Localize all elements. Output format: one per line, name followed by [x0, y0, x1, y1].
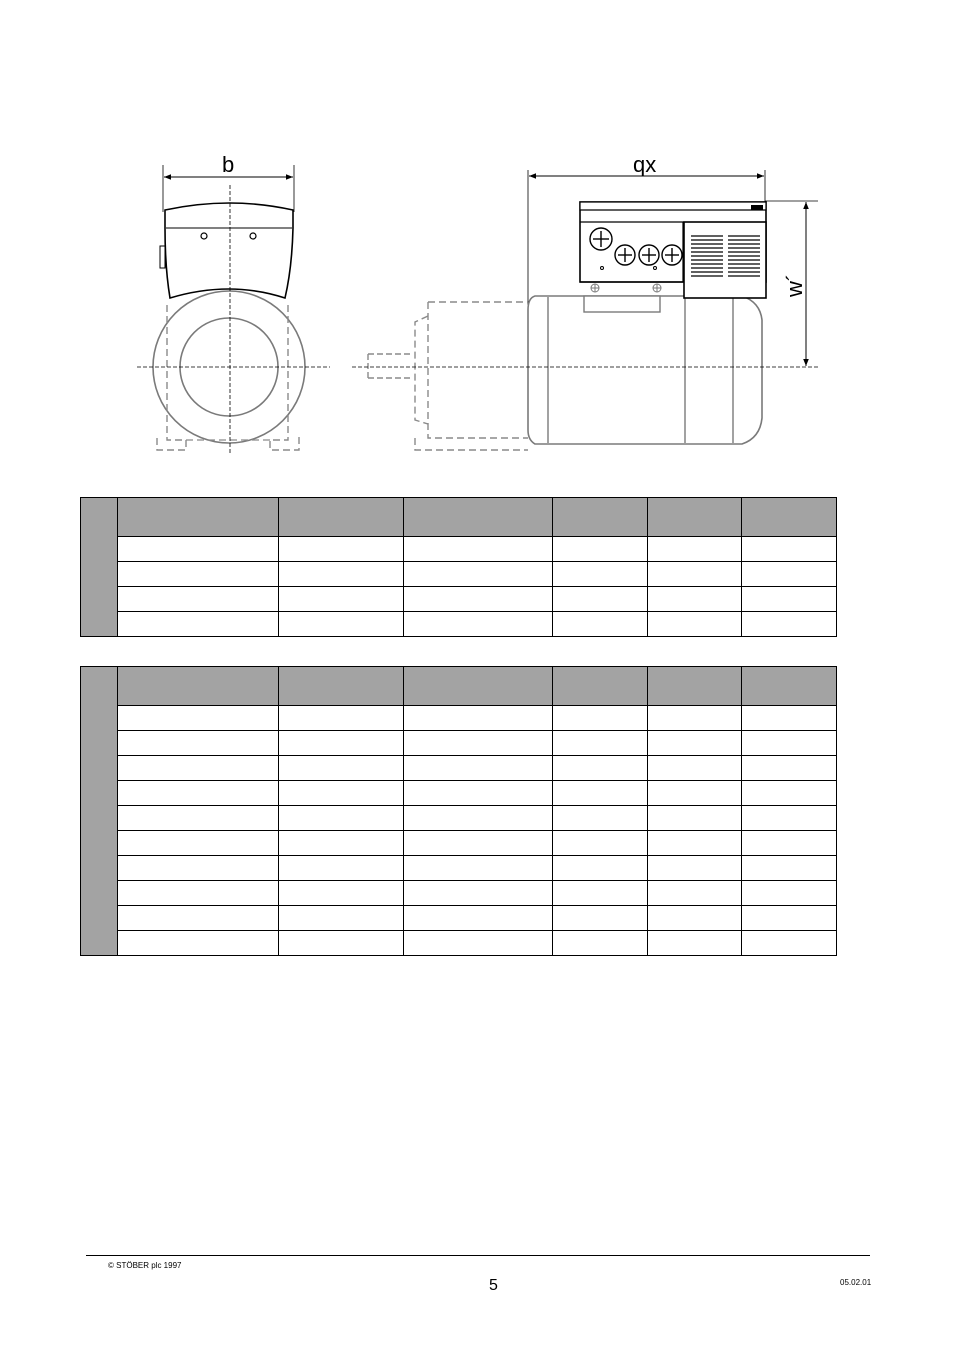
front-view [137, 152, 330, 455]
side-view [352, 152, 818, 450]
terminal-box-front [165, 203, 293, 298]
table-header-row [81, 667, 837, 706]
table-header-cell [404, 667, 552, 706]
table-row [81, 756, 837, 781]
table-header-cell [647, 667, 741, 706]
cable-gland-icon [615, 245, 635, 265]
table-header-cell [552, 667, 647, 706]
cable-gland-icon [662, 245, 682, 265]
dimension-qx-label: qx [633, 152, 657, 177]
dimension-w-label: w´ [782, 273, 807, 297]
table-row [81, 587, 837, 612]
page-number: 5 [489, 1277, 498, 1294]
table-side-band [81, 498, 118, 637]
table-side-band [81, 667, 118, 956]
table-header-cell [279, 667, 404, 706]
dimension-table-1 [80, 497, 837, 637]
cable-gland-icon [639, 245, 659, 265]
table-header-cell [118, 498, 279, 537]
table-header-cell [741, 498, 836, 537]
table-header-cell [741, 667, 836, 706]
table-row [81, 562, 837, 587]
table-row [81, 612, 837, 637]
screw-icon [653, 284, 661, 292]
screw-icon [591, 284, 599, 292]
table-row [81, 831, 837, 856]
motor-body [528, 296, 762, 444]
table-row [81, 706, 837, 731]
dimension-b-label: b [222, 152, 235, 177]
table-row [81, 881, 837, 906]
table-header-cell [404, 498, 552, 537]
table-row [81, 856, 837, 881]
table-row [81, 931, 837, 956]
table-header-cell [552, 498, 647, 537]
dimension-table-2 [80, 666, 837, 956]
table-row [81, 781, 837, 806]
table-header-row [81, 498, 837, 537]
table-header-cell [279, 498, 404, 537]
cable-gland-icon [590, 228, 612, 250]
motor-dimension-drawing [0, 0, 954, 480]
table-row [81, 731, 837, 756]
table-row [81, 537, 837, 562]
table-row [81, 806, 837, 831]
footer-divider [86, 1255, 870, 1256]
table-header-cell [647, 498, 741, 537]
copyright-text: © STÖBER plc 1997 [108, 1261, 182, 1270]
table-header-cell [118, 667, 279, 706]
document-date: 05.02.01 [840, 1278, 872, 1287]
table-row [81, 906, 837, 931]
